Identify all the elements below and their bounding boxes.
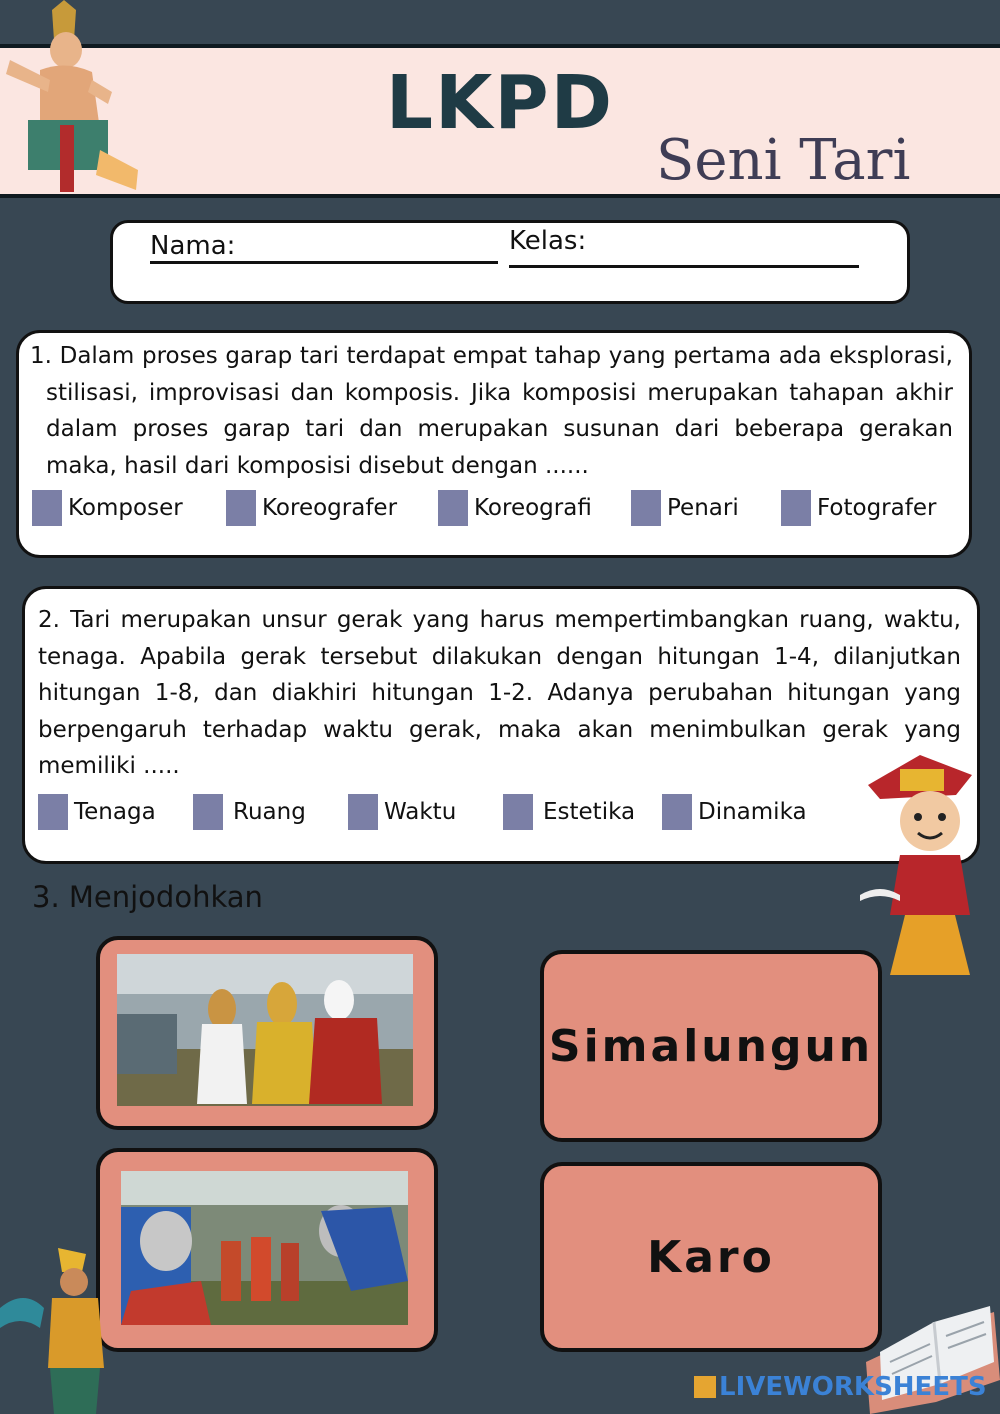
q2-option-tenaga[interactable] — [38, 794, 156, 830]
checkbox[interactable] — [38, 794, 68, 830]
option-label: Dinamika — [698, 799, 807, 825]
q2-option-dinamika[interactable] — [662, 794, 807, 830]
page-subtitle: Seni Tari — [656, 128, 911, 193]
class-field[interactable] — [509, 265, 859, 268]
checkbox[interactable] — [226, 490, 256, 526]
option-label: Koreografer — [262, 495, 398, 521]
question-2-text: 2. Tari merupakan unsur gerak yang harus mempertimbangkan ruang, waktu, tenaga. Apabila gerak tersebut dilakukan dengan hitungan 1-4, dilanjutkan hitungan 1-8, dan diakhiri hitungan 1-2. Adanya perubahan hitungan yang berpengaruh terhadap waktu gerak, maka akan menimbulkan gerak yang memiliki ..... — [38, 607, 961, 779]
question-3-title: 3. Menjodohkan — [32, 880, 263, 914]
q2-option-waktu[interactable] — [348, 794, 456, 830]
q1-option-komposer[interactable] — [32, 490, 183, 526]
brand-icon — [694, 1376, 716, 1398]
option-label: Fotografer — [817, 495, 937, 521]
karo-dance-photo — [121, 1171, 408, 1325]
name-label: Nama: — [150, 231, 236, 261]
checkbox[interactable] — [662, 794, 692, 830]
page-title: LKPD — [385, 60, 615, 146]
batak-dancer-illustration — [860, 755, 1000, 985]
option-label: Waktu — [384, 799, 457, 825]
option-label: Tenaga — [74, 799, 156, 825]
name-field[interactable] — [150, 261, 498, 264]
balinese-dancer-illustration — [0, 1248, 120, 1414]
q1-option-fotografer[interactable] — [781, 490, 936, 526]
q1-option-penari[interactable] — [631, 490, 739, 526]
question-1-text: 1. Dalam proses garap tari terdapat empat tahap yang pertama ada eksplorasi, stilisasi, improvisasi dan komposis. Jika komposisi merupakan tahapan akhir dalam proses garap tari dan merupakan susunan dari beberapa gerakan maka, hasil dari komposisi disebut dengan ...... — [30, 343, 953, 479]
checkbox[interactable] — [503, 794, 533, 830]
option-label: Ruang — [233, 799, 306, 825]
checkbox[interactable] — [193, 794, 223, 830]
checkbox[interactable] — [438, 490, 468, 526]
checkbox[interactable] — [32, 490, 62, 526]
option-label: Estetika — [543, 799, 636, 825]
checkbox[interactable] — [631, 490, 661, 526]
answer-card-simalungun[interactable] — [540, 950, 882, 1142]
simalungun-dance-photo — [117, 954, 413, 1106]
answer-label: Karo — [647, 1231, 775, 1283]
option-label: Komposer — [68, 495, 183, 521]
class-label: Kelas: — [509, 226, 587, 256]
checkbox[interactable] — [781, 490, 811, 526]
option-label: Penari — [667, 495, 739, 521]
option-label: Koreografi — [474, 495, 592, 521]
brand-text: LIVEWORKSHEETS — [719, 1372, 987, 1402]
checkbox[interactable] — [348, 794, 378, 830]
q2-option-ruang[interactable] — [193, 794, 306, 830]
brand-logo — [694, 1372, 987, 1402]
q1-option-koreografi[interactable] — [438, 490, 592, 526]
answer-label: Simalungun — [548, 1020, 874, 1072]
q2-option-estetika[interactable] — [503, 794, 635, 830]
answer-card-karo[interactable] — [540, 1162, 882, 1352]
q1-option-koreografer[interactable] — [226, 490, 397, 526]
